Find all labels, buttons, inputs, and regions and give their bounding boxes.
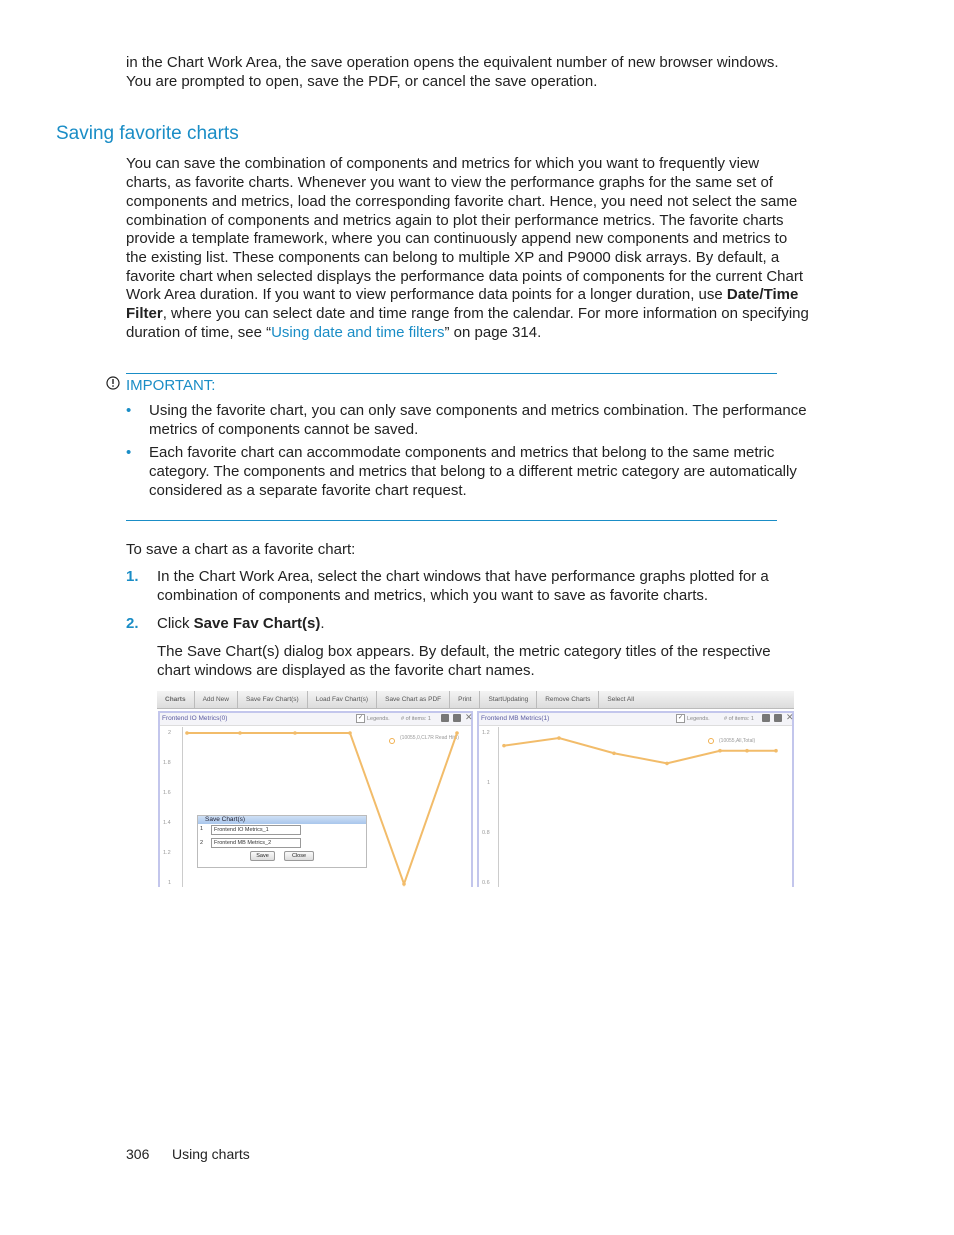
step-2-note-line-1: The Save Chart(s) dialog box appears. By default, the metric category titles of the respective	[157, 643, 771, 660]
y-tick: 1.2	[482, 730, 490, 736]
remove-charts-button[interactable]: Remove Charts	[537, 691, 599, 708]
save-chart-pdf-button[interactable]: Save Chart as PDF	[377, 691, 450, 708]
select-all-button[interactable]: Select All	[607, 696, 635, 703]
chart-name-input[interactable]: Frontend IO Metrics_1	[211, 825, 301, 835]
close-icon[interactable]: ✕	[465, 712, 473, 722]
bullet-2-line-2: category. The components and metrics that belong to a different metric category are automatically	[149, 463, 797, 480]
y-tick: 1	[487, 780, 491, 786]
legend-label: Legends.	[367, 716, 390, 722]
important-top-rule	[126, 373, 777, 374]
close-button[interactable]: Close	[284, 851, 314, 861]
important-bottom-rule	[126, 520, 777, 521]
data-point	[455, 731, 459, 735]
para-line	[126, 286, 798, 305]
legend-checkbox[interactable]: ✓	[357, 715, 364, 721]
data-point	[348, 731, 352, 735]
page-number: 306	[126, 1146, 150, 1162]
data-point	[238, 731, 242, 735]
plot-area	[479, 713, 794, 887]
data-point	[665, 762, 669, 766]
para-line: provide a template framework, where you can continuously append new components and metrics to	[126, 230, 788, 247]
panel-title: Frontend IO Metrics(0)	[162, 715, 228, 722]
load-fav-charts-button[interactable]: Load Fav Chart(s)	[308, 691, 377, 708]
para-line	[126, 305, 809, 324]
bold-term: Filter	[126, 305, 163, 322]
step-1-line-1: In the Chart Work Area, select the chart windows that have performance graphs plotted for a	[157, 568, 769, 585]
procedure-intro: To save a chart as a favorite chart:	[126, 541, 356, 558]
save-button[interactable]: Save	[250, 851, 275, 861]
data-point	[612, 751, 616, 755]
footer-section: Using charts	[172, 1146, 250, 1162]
items-count: # of items: 1	[401, 716, 431, 722]
y-tick: 2	[168, 730, 172, 736]
step-2-post: .	[320, 615, 325, 632]
bullet-marker: •	[126, 444, 132, 461]
bold-term: Date/Time	[726, 286, 799, 303]
data-point	[745, 749, 749, 753]
para-line-text: Work Area duration. If you want to view performance data points for a longer duration, use	[126, 286, 723, 303]
start-updating-button[interactable]: StartUpdating	[480, 691, 537, 708]
series-line	[504, 738, 776, 763]
legend-label: Legends.	[687, 716, 710, 722]
para-line: You can save the combination of components and metrics for which you want to frequently view	[126, 155, 760, 172]
y-tick: 1	[168, 880, 172, 886]
y-tick: 0.8	[482, 830, 490, 836]
y-tick: 1.4	[163, 820, 171, 826]
data-point	[718, 749, 722, 753]
para-line: favorite chart when selected displays the performance data points of components for the current Chart	[126, 268, 804, 285]
data-point	[774, 749, 778, 753]
y-tick: 0.6	[482, 880, 490, 886]
step-2-note-line-2: chart windows are displayed as the favorite chart names.	[157, 662, 535, 679]
print-button[interactable]: Print	[450, 691, 480, 708]
para-line: combination of components and metrics again to plot their performance metrics. The favorite charts	[126, 212, 784, 229]
row-number: 1	[200, 826, 204, 832]
para-line: the existing list. These components can belong to multiple XP and P9000 disk arrays. By default, a	[126, 249, 780, 266]
step-1-line-2: combination of components and metrics, which you want to save as favorite charts.	[157, 587, 709, 604]
legend-series: (10055,All,Total)	[719, 738, 756, 744]
y-tick: 1.2	[163, 850, 171, 856]
para-line: components and metrics, load the corresponding favorite chart. Hence, you need not select the same	[126, 193, 798, 210]
para-line-text: duration of time, see “	[126, 324, 272, 341]
step-2-number: 2.	[126, 615, 139, 632]
para-line: charts, as favorite charts. Whenever you want to view the performance graphs for the same set of	[126, 174, 773, 191]
bullet-marker: •	[126, 402, 132, 419]
y-tick: 1.6	[163, 790, 171, 796]
data-point	[402, 882, 406, 886]
data-point	[502, 744, 506, 748]
para-line-text: , where you can select date and time range from the calendar. For more information on specifying	[162, 305, 809, 322]
data-point	[557, 736, 561, 740]
chart-name-input[interactable]: Frontend MB Metrics_2	[211, 838, 301, 848]
legend-checkbox[interactable]: ✓	[677, 715, 684, 721]
add-new-button[interactable]: Add New	[195, 691, 238, 708]
intro-line-1: in the Chart Work Area, the save operation opens the equivalent number of new browser windows.	[126, 54, 779, 71]
step-2-bold: Save Fav Chart(s)	[193, 615, 321, 632]
section-heading: Saving favorite charts	[56, 123, 239, 144]
toolbar-charts-label: Charts	[157, 691, 195, 708]
para-line	[126, 324, 541, 343]
important-label: IMPORTANT:	[126, 377, 216, 394]
dialog-title: Save Chart(s)	[198, 816, 366, 824]
bullet-2-line-3: considered as a separate favorite chart request.	[149, 482, 467, 499]
step-1-number: 1.	[126, 568, 139, 585]
items-count: # of items: 1	[724, 716, 754, 722]
bullet-2-line-1: Each favorite chart can accommodate components and metrics that belong to the same metric	[149, 444, 775, 461]
panel-title: Frontend MB Metrics(1)	[481, 715, 550, 722]
bullet-1-line-1: Using the favorite chart, you can only save components and metrics combination. The performance	[149, 402, 807, 419]
data-point	[293, 731, 297, 735]
y-tick: 1.8	[163, 760, 171, 766]
step-2-text	[157, 615, 325, 634]
date-time-filters-link[interactable]: Using date and time filters	[271, 324, 445, 341]
step-2-pre: Click	[157, 615, 194, 632]
row-number: 2	[200, 840, 204, 846]
close-icon[interactable]: ✕	[786, 712, 794, 722]
data-point	[185, 731, 189, 735]
chart-toolbar	[157, 691, 794, 709]
bullet-1-line-2: metrics of components cannot be saved.	[149, 421, 419, 438]
para-line-text: ” on page 314.	[444, 324, 542, 341]
important-icon	[106, 376, 120, 395]
chart-work-area-screenshot	[157, 691, 794, 887]
save-fav-charts-button[interactable]: Save Fav Chart(s)	[238, 691, 308, 708]
chart-panel-frontend-mb[interactable]	[477, 711, 794, 887]
save-charts-dialog	[197, 815, 367, 868]
legend-series: (10055,0,CL7R Read Hits)	[400, 735, 459, 741]
intro-line-2: You are prompted to open, save the PDF, or cancel the save operation.	[126, 73, 598, 90]
